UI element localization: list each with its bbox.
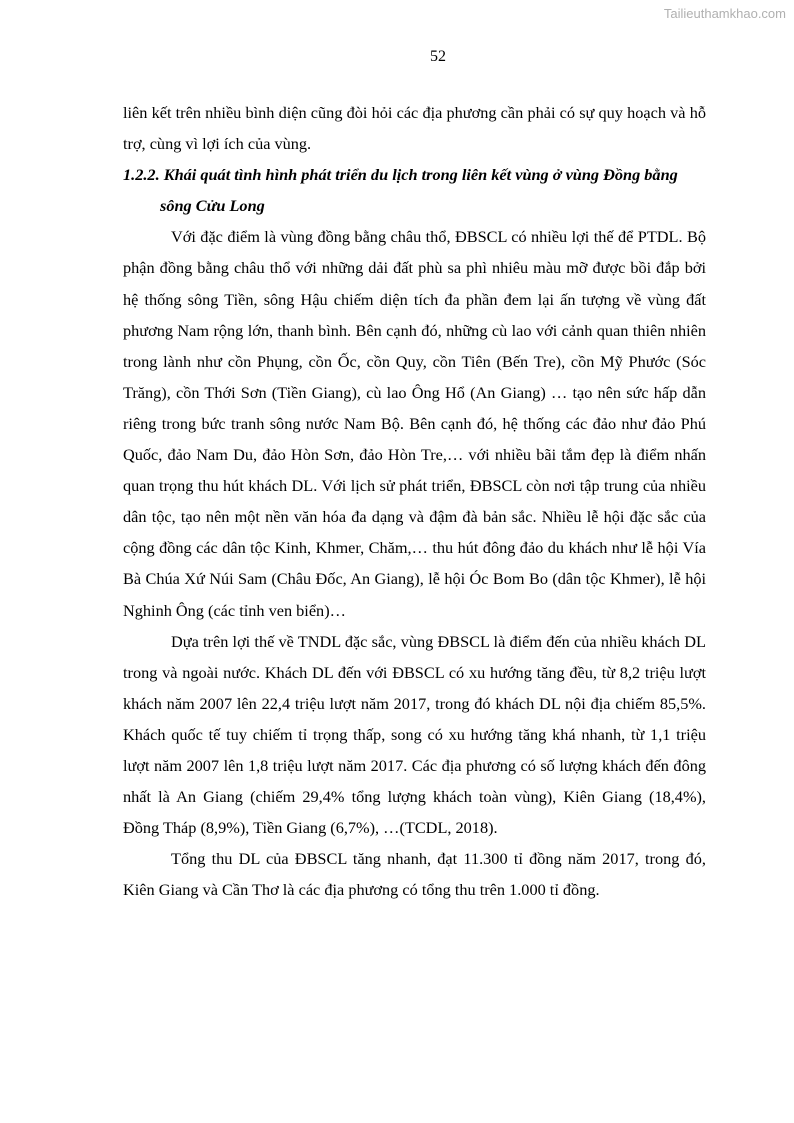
section-heading: 1.2.2. Khái quát tình hình phát triển du lịch trong liên kết vùng ở vùng Đồng bằng sông Cửu Long — [123, 165, 678, 216]
document-body — [123, 97, 706, 905]
page-number: 52 — [430, 48, 446, 65]
paragraph: Với đặc điểm là vùng đồng bằng châu thổ, ĐBSCL có nhiều lợi thế để PTDL. Bộ phận đồng bằng châu thổ với những dải đất phù sa phì nhiêu màu mỡ được bồi đắp bởi hệ thống sông Tiền, sông Hậu chiếm diện tích đa phần đem lại ấn tượng về vùng đất phương Nam rộng lớn, thanh bình. Bên cạnh đó, những cù lao với cảnh quan thiên nhiên trong lành như cồn Phụng, cồn Ốc, cồn Quy, cồn Tiên (Bến Tre), cồn Mỹ Phước (Sóc Trăng), cồn Thới Sơn (Tiền Giang), cù lao Ông Hổ (An Giang) … tạo nên sức hấp dẫn riêng trong bức tranh sông nước Nam Bộ. Bên cạnh đó, hệ thống các đảo như đảo Phú Quốc, đảo Nam Du, đảo Hòn Sơn, đảo Hòn Tre,… với nhiều bãi tắm đẹp là điểm nhấn quan trọng thu hút khách DL. Với lịch sử phát triển, ĐBSCL còn nơi tập trung của nhiều dân tộc, tạo nên một nền văn hóa đa dạng và đậm đà bản sắc. Nhiều lễ hội đặc sắc của cộng đồng các dân tộc Kinh, Khmer, Chăm,… thu hút đông đảo du khách như lễ hội Vía Bà Chúa Xứ Núi Sam (Châu Đốc, An Giang), lễ hội Óc Bom Bo (dân tộc Khmer), lễ hội Nghinh Ông (các tỉnh ven biển)… — [123, 227, 706, 620]
paragraph: Tổng thu DL của ĐBSCL tăng nhanh, đạt 11.300 tỉ đồng năm 2017, trong đó, Kiên Giang và Cần Thơ là các địa phương có tổng thu trên 1.000 tỉ đồng. — [123, 849, 706, 900]
paragraph: Dựa trên lợi thế về TNDL đặc sắc, vùng ĐBSCL là điểm đến của nhiều khách DL trong và ngoài nước. Khách DL đến với ĐBSCL có xu hướng tăng đều, từ 8,2 triệu lượt khách năm 2007 lên 22,4 triệu lượt năm 2017, trong đó khách DL nội địa chiếm 85,5%. Khách quốc tế tuy chiếm tỉ trọng thấp, song có xu hướng tăng khá nhanh, từ 1,1 triệu lượt năm 2007 lên 1,8 triệu lượt năm 2017. Các địa phương có số lượng khách đến đông nhất là An Giang (chiếm 29,4% tổng lượng khách toàn vùng), Kiên Giang (18,4%), Đồng Tháp (8,9%), Tiền Giang (6,7%), …(TCDL, 2018). — [123, 631, 706, 838]
paragraph-continuation: liên kết trên nhiều bình diện cũng đòi hỏi các địa phương cần phải có sự quy hoạch và hỗ trợ, cùng vì lợi ích của vùng. — [123, 103, 706, 154]
watermark: Tailieuthamkhao.com — [663, 6, 786, 21]
